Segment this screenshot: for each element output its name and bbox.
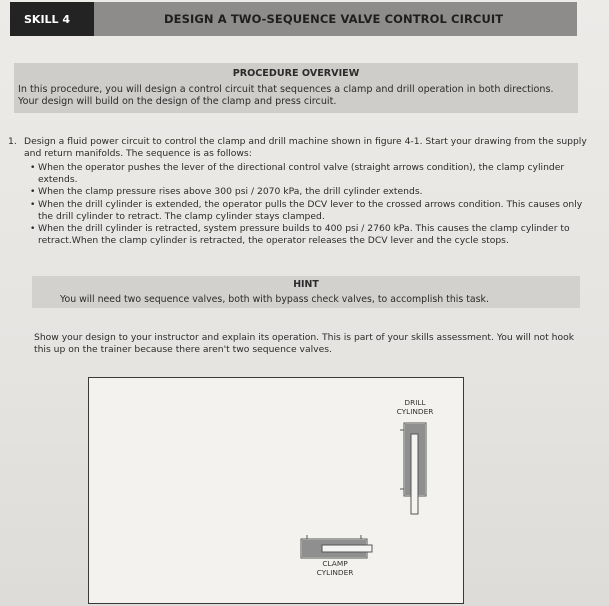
- bullet-icon: •: [30, 162, 36, 174]
- drill-label-line-2: CYLINDER: [396, 406, 434, 416]
- overview-line-2: Your design will build on the design of the clamp and press circuit.: [18, 96, 337, 107]
- bullet-icon: •: [30, 186, 36, 198]
- overview-line-1: In this procedure, you will design a control circuit that sequences a clamp and drill operation in both directions.: [18, 84, 554, 95]
- clamp-cylinder-label: [308, 560, 362, 577]
- clamp-label-line-2: CYLINDER: [316, 567, 354, 577]
- list-item-text: When the drill cylinder is extended, the operator pulls the DCV lever to the crossed arrows condition. This causes only the drill cylinder to retract. The clamp cylinder stays clamped.: [38, 198, 583, 222]
- bullet-icon: •: [30, 198, 36, 210]
- bullet-icon: •: [30, 223, 36, 235]
- clamp-cylinder-symbol: [301, 535, 372, 558]
- step-number: 1.: [8, 136, 17, 147]
- overview-text: [14, 80, 578, 108]
- skill-tag: SKILL 4: [10, 2, 94, 36]
- clamp-label-line-1: CLAMP: [322, 559, 348, 568]
- instructions-text: Show your design to your instructor and explain its operation. This is part of your skills assessment. You will not hook this up on the trainer because there aren't two sequence valves.: [34, 332, 575, 355]
- overview-title: PROCEDURE OVERVIEW: [232, 68, 360, 79]
- procedure-step: [8, 136, 588, 247]
- list-item-text: When the drill cylinder is retracted, system pressure builds to 400 psi / 2760 kPa. This causes the clamp cylinder to retract.When the clamp cylinder is retracted, the operator releases the DCV lever and the cycle stops.: [38, 223, 570, 246]
- list-item: [30, 223, 588, 246]
- drill-label-line-1: DRILL: [404, 398, 426, 407]
- skill-title: DESIGN A TWO-SEQUENCE VALVE CONTROL CIRCUIT: [164, 12, 504, 26]
- drawing-area: [88, 377, 464, 604]
- drill-cylinder-label: [389, 399, 441, 416]
- step-intro: Design a fluid power circuit to control the clamp and drill machine shown in figure 4-1. Start your drawing from the supply and return manifolds. The sequence is as follows:: [24, 136, 587, 159]
- sequence-list: [24, 162, 588, 246]
- procedure-step-1: [8, 136, 588, 247]
- list-item-text: When the operator pushes the lever of the directional control valve (straight arrows condition), the clamp cylinder extends.: [38, 162, 565, 185]
- list-item: [30, 199, 588, 222]
- step-body: [24, 136, 588, 247]
- procedure-overview-box: [14, 63, 578, 113]
- drill-cylinder-symbol: [400, 423, 426, 514]
- list-item: [30, 162, 588, 185]
- skill-header: [10, 2, 577, 36]
- list-item-text: When the clamp pressure rises above 300 psi / 2070 kPa, the drill cylinder extends.: [38, 186, 423, 198]
- hint-box: [32, 276, 580, 308]
- list-item: [30, 186, 588, 198]
- hint-title: HINT: [293, 279, 319, 290]
- hint-text: You will need two sequence valves, both with bypass check valves, to accomplish this task.: [60, 294, 489, 305]
